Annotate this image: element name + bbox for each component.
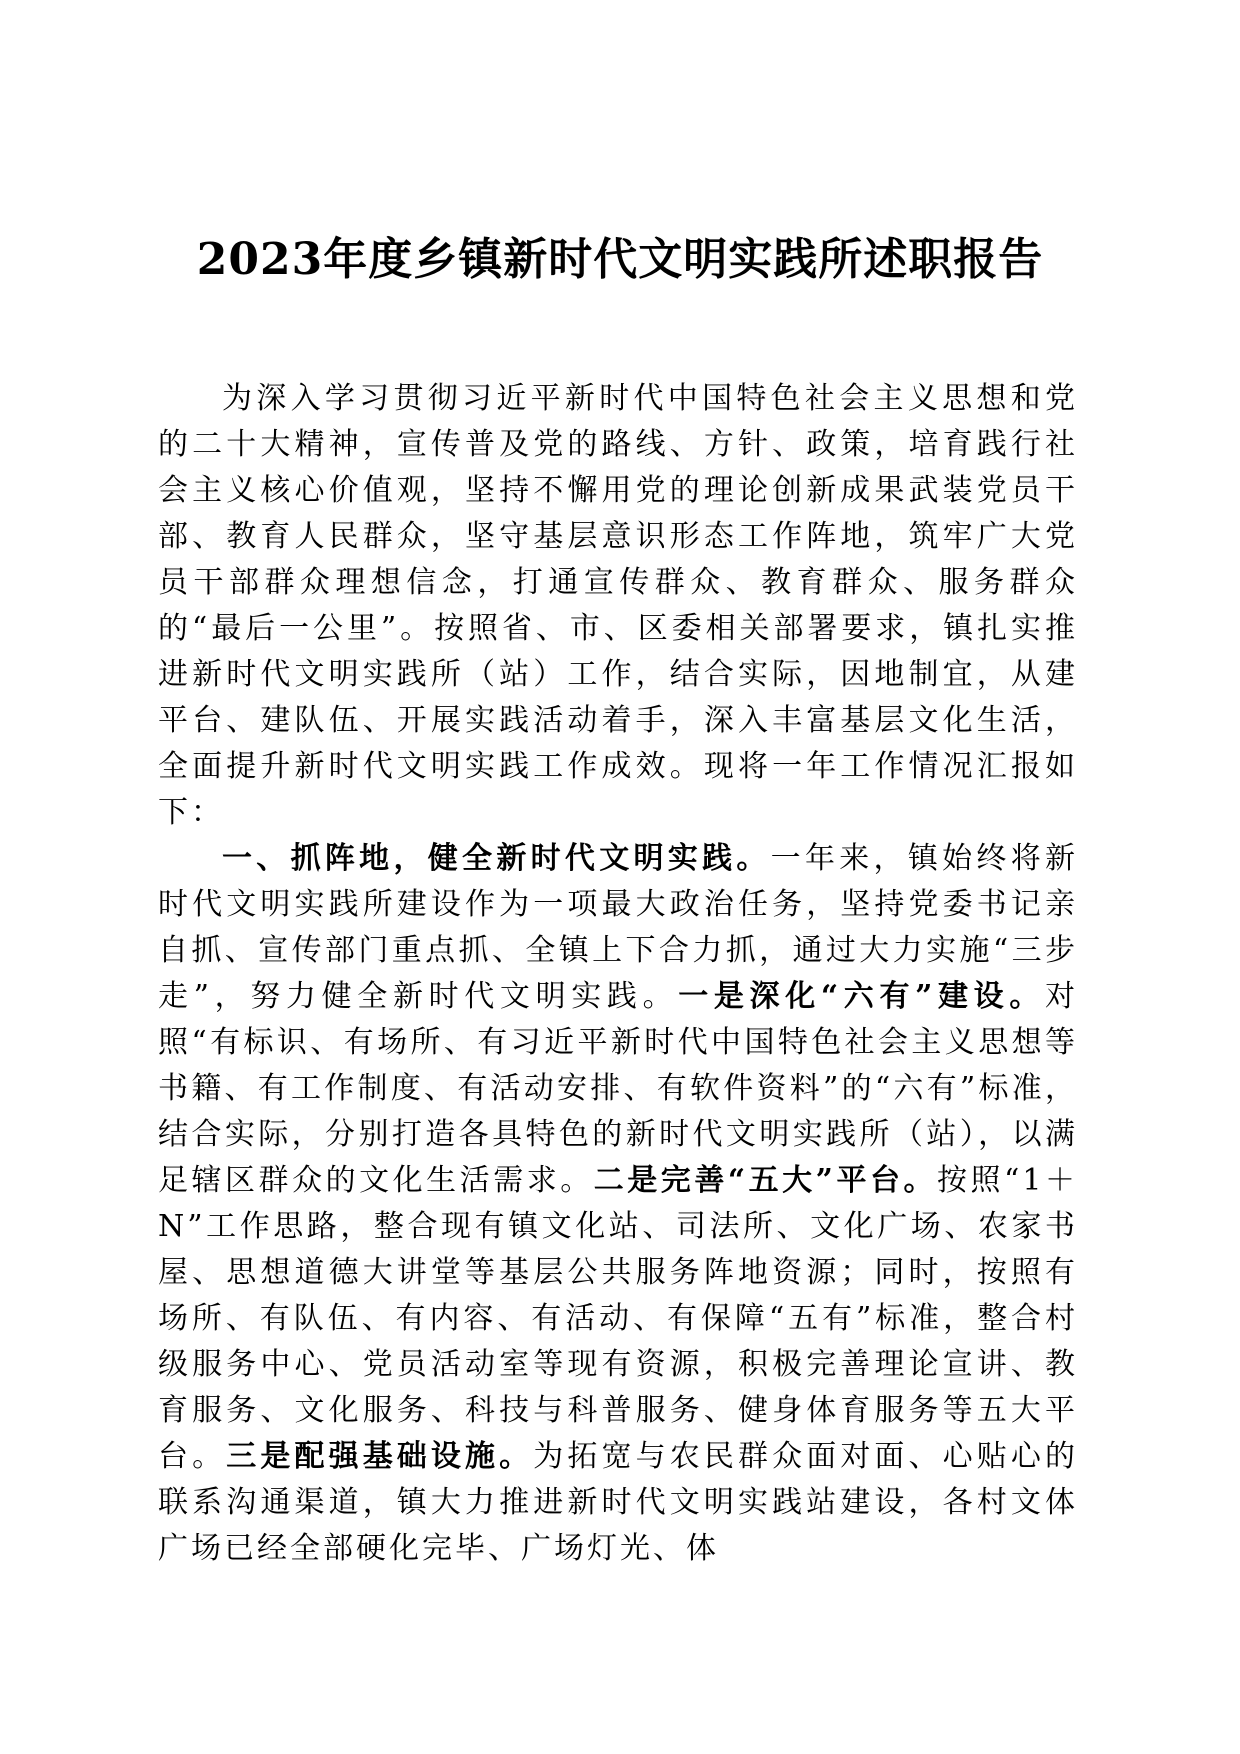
section-1-text-a: 一年来，镇始终将新时代文明实践所建设作为一项最大政治任务，坚持党委书记亲自抓、宣传部门重点抓、全镇上下合力抓，通过大力实施“三步走”，努力健全新时代文明实践。: [158, 841, 1079, 1014]
document-title: 2023年度乡镇新时代文明实践所述职报告: [196, 234, 1044, 285]
intro-paragraph: 为深入学习贯彻习近平新时代中国特色社会主义思想和党的二十大精神，宣传普及党的路线、方针、政策，培育践行社会主义核心价值观，坚持不懈用党的理论创新成果武装党员干部、教育人民群众，坚守基层意识形态工作阵地，筑牢广大党员干部群众理想信念，打通宣传群众、教育群众、服务群众的“最后一公里”。按照省、市、区委相关部署要求，镇扎实推进新时代文明实践所（站）工作，结合实际，因地制宜，从建平台、建队伍、开展实践活动着手，深入丰富基层文化生活，全面提升新时代文明实践工作成效。现将一年工作情况汇报如下：: [158, 381, 1078, 830]
section-1-text-b: 对照“有标识、有场所、有习近平新时代中国特色社会主义思想等书籍、有工作制度、有活动安排、有软件资料”的“六有”标准，结合实际，分别打造各具特色的新时代文明实践所（站），以满足辖区群众的文化生活需求。: [158, 979, 1078, 1198]
section-1-text-c: 按照“1＋N”工作思路，整合现有镇文化站、司法所、文化广场、农家书屋、思想道德大讲堂等基层公共服务阵地资源；同时，按照有场所、有队伍、有内容、有活动、有保障“五有”标准，整合村级服务中心、党员活动室等现有资源，积极完善理论宣讲、教育服务、文化服务、科技与科普服务、健身体育服务等五大平台。: [158, 1163, 1078, 1474]
section-1-paragraph: [158, 836, 1078, 1572]
point-2-heading: 二是完善“五大”平台。: [593, 1163, 937, 1198]
section-1-heading: 一、抓阵地，健全新时代文明实践。: [222, 841, 771, 876]
point-3-heading: 三是配强基础设施。: [226, 1439, 534, 1474]
point-1-heading: 一是深化“六有”建设。: [678, 979, 1045, 1014]
section-1-text-d: 为拓宽与农民群众面对面、心贴心的联系沟通渠道，镇大力推进新时代文明实践站建设，各村文体广场已经全部硬化完毕、广场灯光、体: [158, 1439, 1079, 1566]
document-body: [158, 376, 1078, 1572]
